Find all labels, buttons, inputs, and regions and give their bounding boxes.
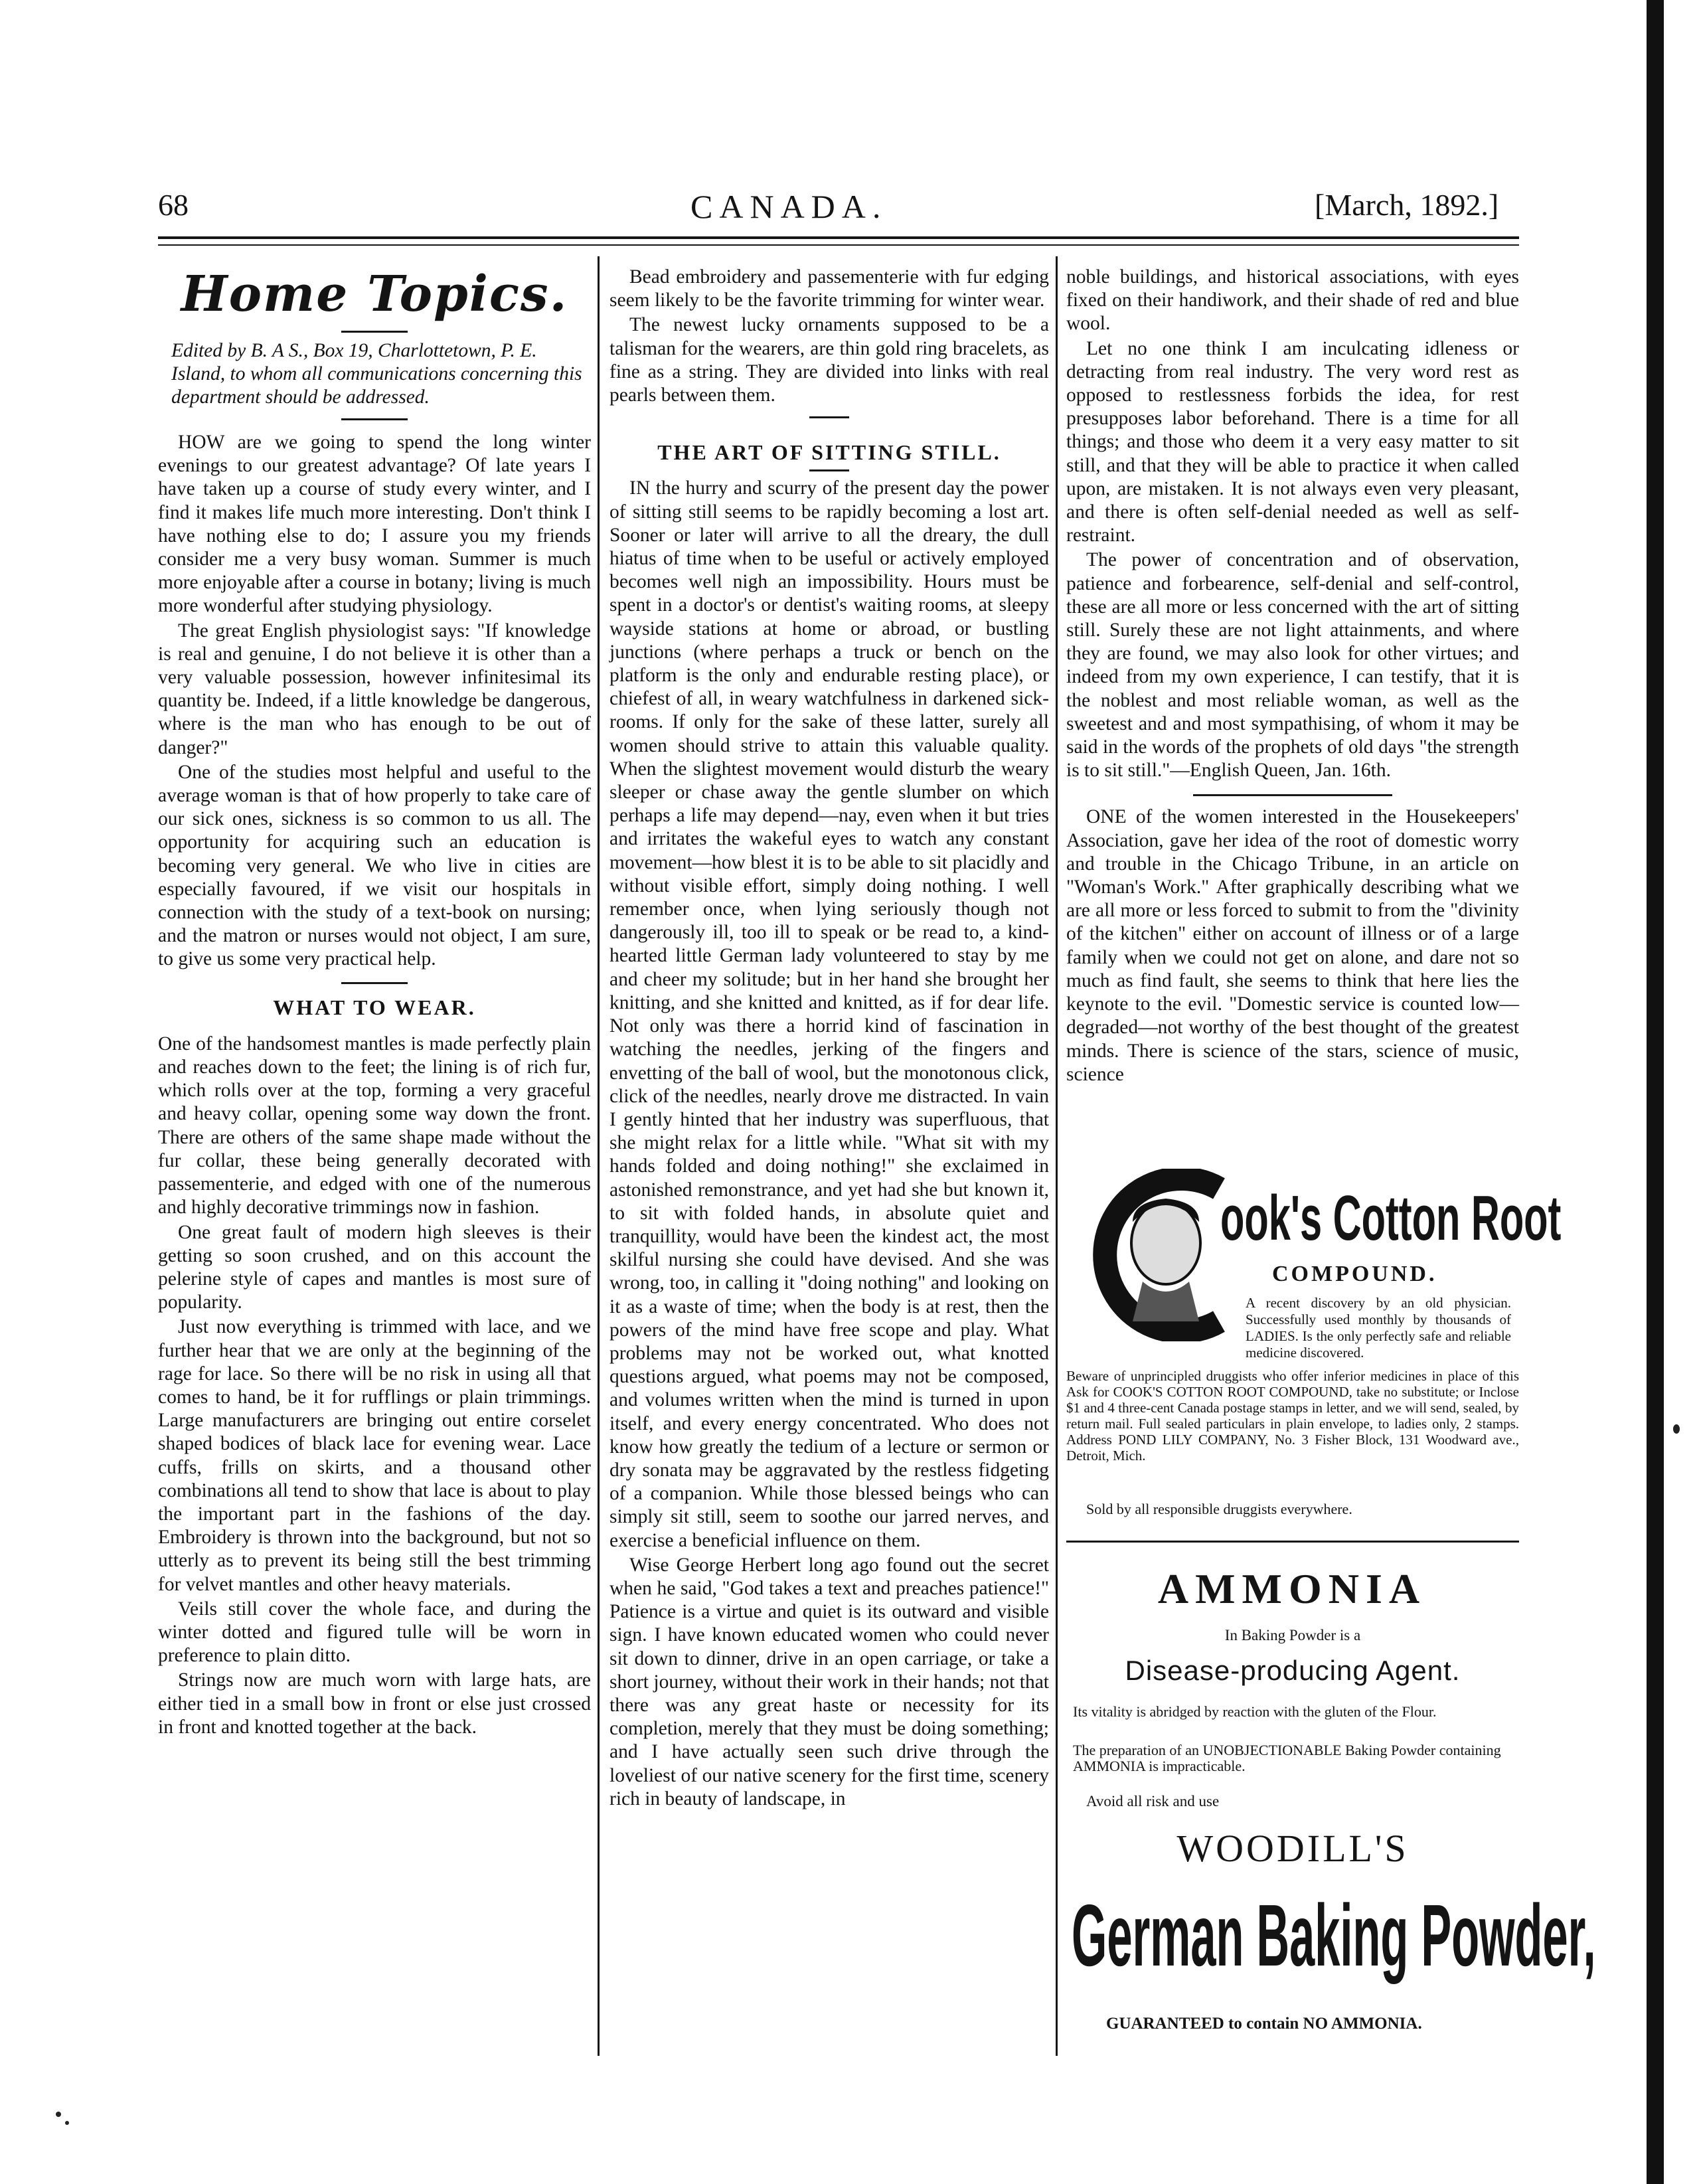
ammonia-line-1: In Baking Powder is a [1224, 1627, 1361, 1643]
divider [341, 331, 408, 333]
paragraph: Bead embroidery and passementerie with fur edging seem likely to be the favorite trimming for winter wear. [609, 266, 1049, 311]
paragraph: ONE of the women interested in the Housekeepers' Association, gave her idea of the root of domestic worry and trouble in the Chicago Tribune, in an article on "Woman's Work." After graphically describing what we are all more or less forced to submit to from the "divinity of the kitchen" either on account of illness or of a large family when we could not get on alone, and dare not so much as find fault, she seems to think that here lies the keynote to the evil. "Domestic service is counted low—degraded—not worthy of the best thought of the greatest minds. There is science of the stars, science of music, science [1066, 806, 1519, 1085]
divider [1193, 794, 1392, 796]
divider [1066, 1541, 1519, 1543]
paragraph: Wise George Herbert long ago found out the secret when he said, "God takes a text and preaches patience!" Patience is a virtue and quiet is its outward and visible sign. I have known educated women who could never sit down to dinner, drive in an open carriage, or take a short journey, without their work in their hands; not that there was any great haste or necessity for its completion, merely that they must be doing something; and I have actually seen such drive through the loveliest of our native scenery for the first time, scenery rich in beauty of landscape, in [609, 1554, 1049, 1809]
header-rule-top [158, 236, 1519, 239]
ammonia-line-4: The preparation of an UNOBJECTIONABLE Baking Powder containing AMMONIA is impracticable. [1073, 1742, 1501, 1774]
issue-date: [March, 1892.] [1315, 188, 1499, 222]
paragraph: One great fault of modern high sleeves is their getting so soon crushed, and on this account the pelerine style of capes and mantles is most sure of popularity. [158, 1221, 591, 1313]
ammonia-line-5: Avoid all risk and use [1086, 1793, 1220, 1809]
paragraph: Let no one think I am inculcating idleness or detracting from real industry. The very word rest as opposed to restlessness forbids the idea, for rest presupposes labor beforehand. There is a time for all things; and those who deem it a very easy matter to sit still, and that they will be able to practice it when called upon, are mistaken. It is not always even very pleasant, and there is often self-denial needed as well as self-restraint. [1066, 337, 1519, 546]
column-divider-2 [1056, 256, 1058, 2056]
scan-speck [1673, 1424, 1680, 1434]
ad-title: ook's Cotton Root [1220, 1183, 1562, 1254]
section-heading-what-to-wear: WHAT TO WEAR. [273, 995, 476, 1019]
paragraph: noble buildings, and historical associations, with eyes fixed on their handiwork, and their shade of red and blue wool. [1066, 266, 1519, 335]
paragraph: IN the hurry and scurry of the present day the power of sitting still seems to be rapidly becoming a lost art. Sooner or later will arrive to all the dreary, the dull hiatus of time when to be useful or actively employed becomes well nigh an impossibility. Hours must be spent in a doctor's or dentist's waiting rooms, at sleepy wayside stations at home or abroad, or bustling junctions (where perhaps a truck or bench on the platform is the only and endurable resting place), or chiefest of all, in weary watchfulness in darkened sick-rooms. If only for the sake of these latter, surely all women should strive to attain this valuable quality. When the slightest movement would disturb the weary sleeper or chase away the gentle slumber on which perhaps a life may depend—nay, even when it but tries and irritates the wakeful eyes to watch any constant movement—how blest it is to be able to sit placidly and without visible effort, simply doing nothing. I well remember once, when lying seriously though not dangerously ill, too ill to speak or be read to, a kind-hearted little German lady volunteered to stay by me and cheer my solitude; but in her hand she brought her knitting, and she knitted and knitted, as if for dear life. Not only was there a horrid kind of fascination in watching the needles, jerking of the fingers and envetting of the ball of wool, but the monotonous click, click of the needles, nearly drove me distracted. In vain I gently hinted that her industry was superfluous, that she might relax for a little while. "What sit with my hands folded and doing nothing!" she exclaimed in astonished remonstrance, and yet had she but known it, to sit with folded hands, in absolute quiet and tranquillity, would have been the kindest act, the most skilful nursing she could have devised. And she was wrong, too, in calling it "doing nothing" and looking on it as a waste of time; when the body is at rest, then the powers of the mind have free scope and play. What problems may not be worked out, what knotted questions argued, what poems may not be composed, and volumes written when the mind is turned in upon itself, and every energy concentrated. Who does not know how greatly the tedium of a lecture or sermon or dry sonata may be aggravated by the restless fidgeting of a companion. While those blessed beings who can simply sit still, seem to soothe our jarred nerves, and exercise a beneficial influence on them. [609, 477, 1049, 1551]
paragraph: The great English physiologist says: "If knowledge is real and genuine, I do not believe it is other than a very valuable possession, however infinitesimal its quantity be. Indeed, if a little knowledge be dangerous, where is the man who has enough to be out of danger?" [158, 620, 591, 758]
ad-ammonia [1066, 1541, 1596, 2072]
section-heading-home-topics: Home Topics. [181, 266, 568, 323]
paragraph: The newest lucky ornaments supposed to be a talisman for the wearers, are thin gold ring bracelets, as fine as a string. They are divided into links with real pearls between them. [609, 314, 1049, 406]
divider [341, 982, 408, 984]
ad-description: A recent discovery by an old physician. Successfully used monthly by thousands of LADIES. Is the only perfectly safe and reliable medicine discovered. [1246, 1295, 1511, 1361]
paragraph: The power of concentration and of observation, patience and forbearence, self-denial and self-control, these are all more or less concerned with the art of sitting still. Surely these are not light attainments, and where they are found, we may also look for other virtues; and indeed from my own experience, I can testify, that it is the noblest and most reliable woman, as well as the sweetest and and most sympathising, of whom it may be said in the words of the prophets of old days "the strength is to sit still."—English Queen, Jan. 16th. [1066, 549, 1519, 782]
ad-cooks-cotton-root [1066, 1169, 1562, 1541]
scan-edge-bar [1647, 0, 1664, 2184]
paragraph: HOW are we going to spend the long winter evenings to our greatest advantage? Of late years I have taken up a course of study every winter, and I find it makes life much more interesting. Don't think I have nothing else to do; I assure you my friends consider me a very busy woman. Summer is much more enjoyable after a course in botany; living is much more wonderful after studying physiology. [158, 432, 591, 617]
portrait-illustration [1066, 1169, 1239, 1341]
paragraph: Just now everything is trimmed with lace, and we further hear that we are only at the beginning of the rage for lace. So there will be no risk in using all that comes to hand, be it for rufflings or plain trimmings. Large manufacturers are bringing out entire corselet shaped bodices of black lace for evening wear. Lace cuffs, frills on skirts, and a thousand other combinations all tend to show that lace is about to play the important part in the fashions of the day. Embroidery is thrown into the background, but not so utterly as to prevent its being still the best trimming for velvet mantles and other heavy materials. [158, 1316, 591, 1595]
divider [809, 469, 849, 471]
brand-name: WOODILL'S [1176, 1827, 1409, 1870]
editor-note: Edited by B. A S., Box 19, Charlottetown, P. E. Island, to whom all communications concerning this department should be addressed. [171, 340, 582, 408]
ad-subtitle: COMPOUND. [1272, 1262, 1437, 1286]
column-2 [609, 266, 1049, 1811]
divider [341, 418, 408, 420]
ad-footer: Sold by all responsible druggists everywhere. [1086, 1501, 1352, 1517]
section-heading-art-of-sitting-still: THE ART OF SITTING STILL. [657, 440, 1001, 465]
paragraph: Veils still cover the whole face, and during the winter dotted and figured tulle will be worn in preference to plain ditto. [158, 1598, 591, 1667]
header-rule-bottom [158, 244, 1519, 246]
paragraph: One of the handsomest mantles is made perfectly plain and reaches down to the feet; the lining is of rich fur, which rolls over at the top, forming a very graceful and heavy collar, opening some way down the front. There are others of the same shape made without the fur collar, these being generally decorated with passementerie, and edged with one of the numerous and highly decorative trimmings now in fashion. [158, 1033, 591, 1218]
ammonia-title: AMMONIA [1157, 1565, 1427, 1612]
ammonia-line-2: Disease-producing Agent. [1125, 1655, 1461, 1686]
guarantee-text: GUARANTEED to contain NO AMMONIA. [1106, 2015, 1422, 2033]
paragraph: Strings now are much worn with large hats, are either tied in a small bow in front or else just crossed in front and knotted together at the back. [158, 1669, 591, 1738]
column-3 [1066, 266, 1519, 1086]
ad-instructions: Beware of unprincipled druggists who offer inferior medicines in place of this Ask for COOK'S COTTON ROOT COMPOUND, take no substitute; or Inclose $1 and 4 three-cent Canada postage stamps in letter, and we will send, sealed, by return mail. Full sealed particulars in plain envelope, to ladies only, 2 stamps. Address POND LILY COMPANY, No. 3 Fisher Block, 131 Woodward ave., Detroit, Mich. [1066, 1368, 1519, 1464]
column-divider-1 [598, 256, 600, 2056]
paragraph: One of the studies most helpful and useful to the average woman is that of how properly to take care of our sick ones, sickness is so common to us all. The opportunity for acquiring such an education is becoming very general. We who live in cities are especially favoured, if we visit our hospitals in connection with the study of a text-book on nursing; and the matron or nurses would not object, I am sure, to give us some very practical help. [158, 761, 591, 970]
scan-speck [56, 2112, 61, 2117]
column-1 [158, 264, 591, 1739]
product-name: German Baking Powder, [1072, 1887, 1596, 1984]
divider [809, 416, 849, 418]
ammonia-line-3: Its vitality is abridged by reaction with the gluten of the Flour. [1073, 1703, 1437, 1720]
scan-speck [65, 2121, 69, 2125]
page-number: 68 [158, 188, 189, 222]
page-title: CANADA. [690, 188, 888, 225]
